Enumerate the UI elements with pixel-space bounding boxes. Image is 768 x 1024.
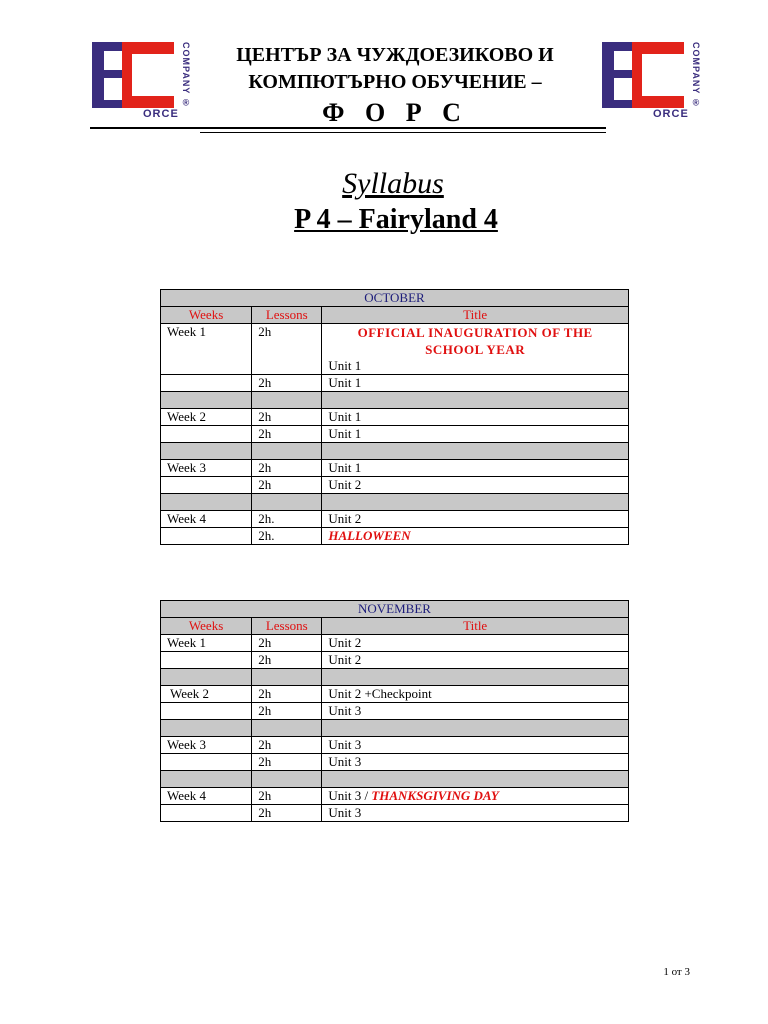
table-row	[161, 460, 629, 477]
unit-text: Unit 1	[328, 375, 362, 390]
event-title: OFFICIAL INAUGURATION OF THE SCHOOL YEAR	[357, 325, 593, 357]
week-cell: Week 4	[161, 788, 252, 805]
spacer-cell	[252, 669, 322, 686]
header-divider	[90, 127, 606, 129]
month-header-row	[161, 601, 629, 618]
header-divider-thin	[200, 132, 606, 133]
table-row	[161, 635, 629, 652]
org-line-1: ЦЕНТЪР ЗА ЧУЖДОЕЗИКОВО И	[236, 44, 554, 66]
lessons-cell: 2h	[252, 426, 322, 443]
spacer-cell	[161, 669, 252, 686]
spacer-cell	[322, 443, 629, 460]
title-cell	[322, 805, 629, 822]
title-cell	[322, 528, 629, 545]
spacer-cell	[322, 720, 629, 737]
spacer-row	[161, 720, 629, 737]
weeks-column-header: Weeks	[161, 307, 252, 324]
logo-wordmark: ORCE	[143, 108, 179, 120]
week-cell	[161, 754, 252, 771]
table-row	[161, 477, 629, 494]
logo-side-text: COMPANY ®	[181, 42, 191, 109]
spacer-cell	[322, 494, 629, 511]
title-cell	[322, 754, 629, 771]
company-logo-right	[600, 40, 700, 124]
org-line-2: КОМПЮТЪРНО ОБУЧЕНИЕ –	[248, 71, 542, 93]
spacer-cell	[161, 720, 252, 737]
lessons-cell: 2h	[252, 409, 322, 426]
document-title: Syllabus	[342, 167, 444, 200]
month-name: NOVEMBER	[161, 601, 629, 618]
holiday-text: HALLOWEEN	[328, 528, 411, 543]
lessons-cell: 2h	[252, 805, 322, 822]
week-cell: Week 4	[161, 511, 252, 528]
week-cell: Week 2	[161, 409, 252, 426]
table-row	[161, 324, 629, 375]
table-row	[161, 528, 629, 545]
weeks-column-header: Weeks	[161, 618, 252, 635]
october-syllabus-table	[160, 289, 629, 545]
week-cell	[161, 703, 252, 720]
table-row	[161, 703, 629, 720]
lessons-cell: 2h	[252, 477, 322, 494]
week-cell	[161, 652, 252, 669]
title-cell	[322, 460, 629, 477]
lessons-cell: 2h.	[252, 528, 322, 545]
title-cell	[322, 703, 629, 720]
page-number: 1 от 3	[663, 966, 690, 978]
table-row	[161, 511, 629, 528]
spacer-row	[161, 771, 629, 788]
organization-heading	[200, 42, 590, 130]
table-row	[161, 788, 629, 805]
week-cell: Week 3	[161, 737, 252, 754]
title-column-header: Title	[322, 618, 629, 635]
spacer-cell	[252, 720, 322, 737]
spacer-cell	[161, 494, 252, 511]
table-row	[161, 375, 629, 392]
lessons-cell: 2h	[252, 375, 322, 392]
title-cell	[322, 737, 629, 754]
week-cell	[161, 375, 252, 392]
spacer-row	[161, 392, 629, 409]
spacer-row	[161, 494, 629, 511]
org-name: Ф О Р С	[322, 98, 468, 127]
table-row	[161, 652, 629, 669]
spacer-row	[161, 669, 629, 686]
spacer-cell	[252, 494, 322, 511]
title-cell	[322, 686, 629, 703]
table-row	[161, 754, 629, 771]
unit-text: Unit 3	[328, 703, 362, 718]
table-row	[161, 686, 629, 703]
spacer-cell	[252, 443, 322, 460]
unit-text: Unit 3	[328, 754, 362, 769]
week-cell	[161, 477, 252, 494]
spacer-cell	[161, 443, 252, 460]
unit-text: Unit 3	[328, 737, 362, 752]
lessons-cell: 2h	[252, 754, 322, 771]
title-cell	[322, 426, 629, 443]
course-title: P 4 – Fairyland 4	[294, 204, 498, 235]
unit-text: Unit 2	[328, 477, 362, 492]
spacer-cell	[322, 771, 629, 788]
spacer-cell	[322, 669, 629, 686]
week-cell: Week 1	[161, 635, 252, 652]
lessons-cell: 2h	[252, 788, 322, 805]
spacer-row	[161, 443, 629, 460]
lessons-cell: 2h	[252, 635, 322, 652]
unit-text: Unit 2	[328, 511, 362, 526]
november-syllabus-table	[160, 600, 629, 822]
unit-text: Unit 2 +Checkpoint	[328, 686, 432, 701]
unit-text: Unit 2	[328, 635, 362, 650]
lessons-cell: 2h	[252, 652, 322, 669]
week-cell: Week 2	[161, 686, 252, 703]
column-header-row	[161, 618, 629, 635]
title-cell	[322, 788, 629, 805]
title-cell	[322, 409, 629, 426]
logo-side-text: COMPANY ®	[691, 42, 701, 109]
week-cell: Week 1	[161, 324, 252, 375]
title-cell	[322, 324, 629, 375]
unit-text: Unit 1	[328, 358, 362, 373]
unit-text: Unit 1	[328, 409, 362, 424]
unit-text: Unit 2	[328, 652, 362, 667]
unit-text: Unit 1	[328, 426, 362, 441]
holiday-text: THANKSGIVING DAY	[371, 788, 499, 803]
table-row	[161, 737, 629, 754]
spacer-cell	[252, 392, 322, 409]
title-cell	[322, 511, 629, 528]
unit-text: Unit 3	[328, 805, 362, 820]
lessons-cell: 2h	[252, 460, 322, 477]
week-cell	[161, 528, 252, 545]
title-column-header: Title	[322, 307, 629, 324]
week-cell: Week 3	[161, 460, 252, 477]
title-cell	[322, 477, 629, 494]
month-header-row	[161, 290, 629, 307]
column-header-row	[161, 307, 629, 324]
title-cell	[322, 635, 629, 652]
table-row	[161, 409, 629, 426]
lessons-cell: 2h.	[252, 511, 322, 528]
week-cell	[161, 426, 252, 443]
logo-wordmark: ORCE	[653, 108, 689, 120]
unit-text: Unit 3 /	[328, 788, 372, 803]
title-cell	[322, 652, 629, 669]
title-cell	[322, 375, 629, 392]
company-logo-left	[90, 40, 190, 124]
lessons-cell: 2h	[252, 324, 322, 375]
spacer-cell	[161, 392, 252, 409]
spacer-cell	[161, 771, 252, 788]
table-row	[161, 805, 629, 822]
lessons-column-header: Lessons	[252, 307, 322, 324]
week-cell	[161, 805, 252, 822]
lessons-cell: 2h	[252, 686, 322, 703]
lessons-cell: 2h	[252, 737, 322, 754]
unit-text: Unit 1	[328, 460, 362, 475]
lessons-cell: 2h	[252, 703, 322, 720]
table-row	[161, 426, 629, 443]
lessons-column-header: Lessons	[252, 618, 322, 635]
spacer-cell	[322, 392, 629, 409]
month-name: OCTOBER	[161, 290, 629, 307]
spacer-cell	[252, 771, 322, 788]
